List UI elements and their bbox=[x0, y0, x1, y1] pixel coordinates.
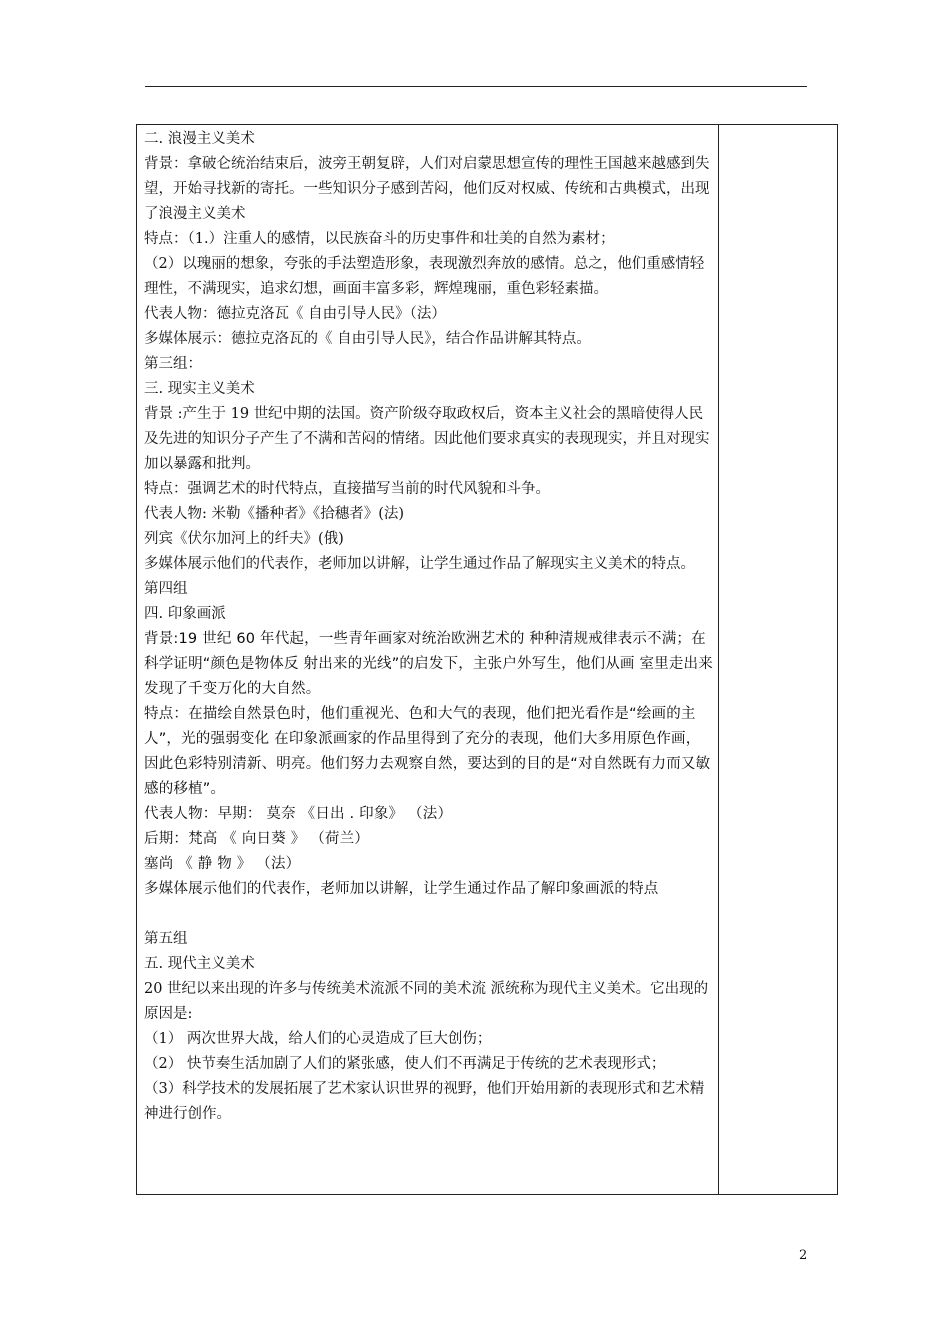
table-column-divider bbox=[718, 124, 719, 1195]
group4-representative-late-2: 塞尚 《 静 物 》 （法） bbox=[144, 856, 301, 872]
group3-feature: 特点：强调艺术的时代特点，直接描写当前的时代风貌和斗争。 bbox=[144, 481, 550, 497]
group5-reason-2: （2） 快节奏生活加剧了人们的紧张感，使人们不再满足于传统的艺术表现形式； bbox=[144, 1056, 666, 1072]
group2-feature-2: （2）以瑰丽的想象，夸张的手法塑造形象，表现激烈奔放的感情。总之，他们重感情轻理性，不满现实，追求幻想，画面丰富多彩，辉煌瑰丽，重色彩轻素描。 bbox=[144, 256, 705, 297]
group4-multimedia: 多媒体展示他们的代表作，老师加以讲解，让学生通过作品了解印象画派的特点 bbox=[144, 881, 659, 897]
group2-background: 背景：拿破仑统治结束后，波旁王朝复辟，人们对启蒙思想宣传的理性王国越来越感到失望，开始寻找新的寄托。一些知识分子感到苦闷，他们反对权威、传统和古典模式，出现了浪漫主义美术 bbox=[144, 156, 710, 222]
group4-representative-late-1: 后期：梵高 《 向日葵 》 （荷兰） bbox=[144, 831, 370, 847]
group5-reason-1: （1） 两次世界大战，给人们的心灵造成了巨大创伤； bbox=[144, 1031, 492, 1047]
group3-background: 背景 :产生于 19 世纪中期的法国。资产阶级夺取政权后，资本主义社会的黑暗使得人民及先进的知识分子产生了不满和苦闷的情绪。因此他们要求真实的表现现实，并且对现实加以暴露和批判。 bbox=[144, 406, 710, 472]
group2-feature-1: 特点：（1.）注重人的感情，以民族奋斗的历史事件和壮美的自然为素材； bbox=[144, 231, 615, 247]
group4-representative-early: 代表人物：早期： 莫奈 《日出 . 印象》 （法） bbox=[144, 806, 453, 822]
group3-representative: 代表人物: 米勒《播种者》《拾穗者》(法) bbox=[144, 506, 405, 522]
lesson-content-cell bbox=[144, 127, 714, 1127]
group3-title: 三. 现实主义美术 bbox=[144, 381, 255, 397]
page-number: 2 bbox=[799, 1248, 808, 1263]
group5-reason-3: （3）科学技术的发展拓展了艺术家认识世界的视野，他们开始用新的表现形式和艺术精神进行创作。 bbox=[144, 1081, 705, 1122]
group5-intro: 20 世纪以来出现的许多与传统美术流派不同的美术流 派统称为现代主义美术。它出现的原因是: bbox=[144, 981, 709, 1022]
group2-title: 二. 浪漫主义美术 bbox=[144, 131, 255, 147]
group5-label: 第五组 bbox=[144, 931, 188, 947]
impressionism-scan-block bbox=[144, 627, 714, 902]
group4-title: 四. 印象画派 bbox=[144, 606, 226, 622]
group4-feature: 特点：在描绘自然景色时，他们重视光、色和大气的表现，他们把光看作是“绘画的主人”，光的强弱变化 在印象派画家的作品里得到了充分的表现，他们大多用原色作画，因此色彩特别清新、明亮。他们努力去观察自然，要达到的目的是“对自然既有力而又敏感的移植”。 bbox=[144, 706, 711, 797]
group3-label: 第三组： bbox=[144, 356, 202, 372]
header-rule bbox=[145, 86, 807, 87]
group3-representative-2: 列宾《伏尔加河上的纤夫》(俄) bbox=[144, 531, 344, 547]
group4-label: 第四组 bbox=[144, 581, 188, 597]
blank-line bbox=[144, 902, 714, 927]
group4-background: 背景:19 世纪 60 年代起，一些青年画家对统治欧洲艺术的 种种清规戒律表示不满；在科学证明“颜色是物体反 射出来的光线”的启发下，主张户外写生，他们从画 室里走出来发现了千变万化的大自然。 bbox=[144, 631, 713, 697]
group3-multimedia: 多媒体展示他们的代表作，老师加以讲解，让学生通过作品了解现实主义美术的特点。 bbox=[144, 556, 695, 572]
group2-representative: 代表人物：德拉克洛瓦《 自由引导人民》（法） bbox=[144, 306, 446, 322]
group2-multimedia: 多媒体展示：德拉克洛瓦的《 自由引导人民》，结合作品讲解其特点。 bbox=[144, 331, 591, 347]
group5-title: 五. 现代主义美术 bbox=[144, 956, 255, 972]
